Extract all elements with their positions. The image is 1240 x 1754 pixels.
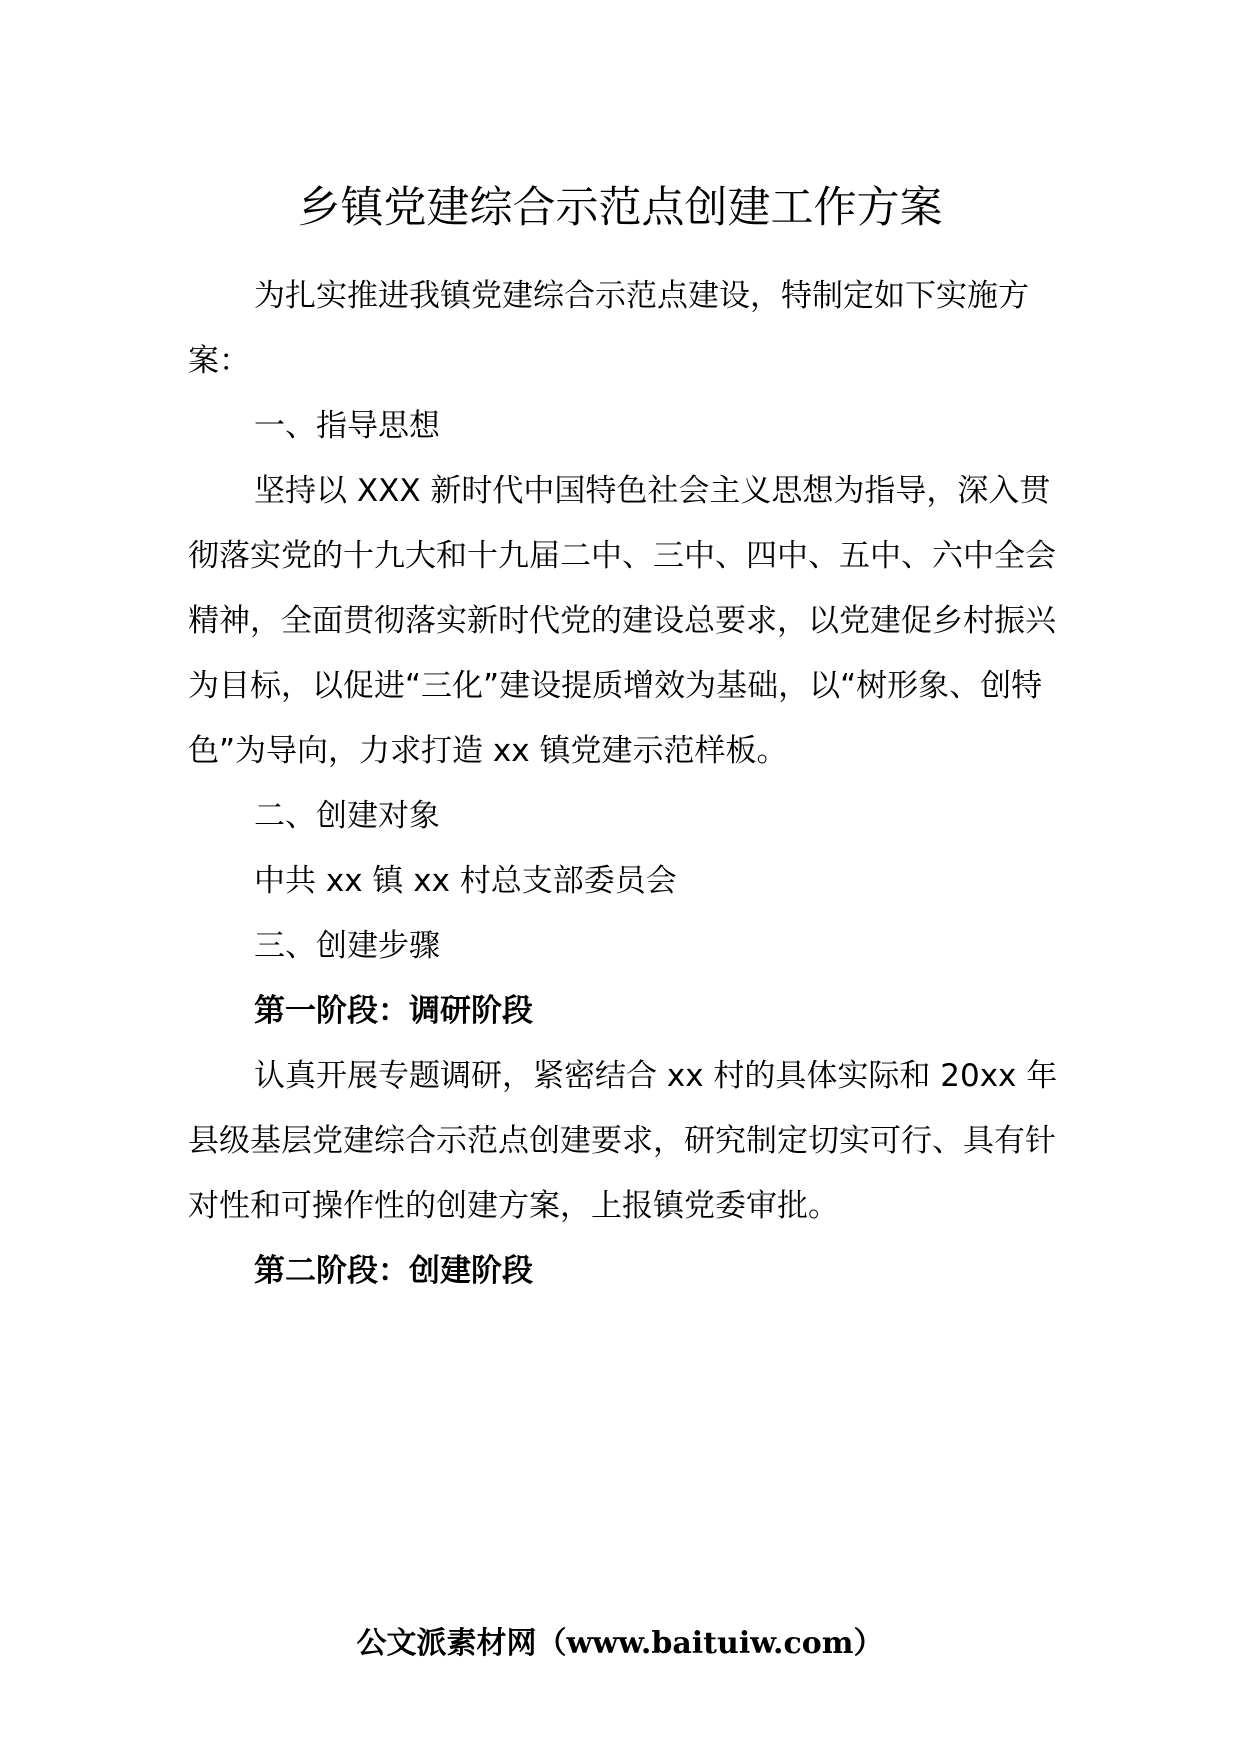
stage-one-heading: 第一阶段：调研阶段: [254, 993, 533, 1029]
intro-paragraph: 为扎实推进我镇党建综合示范点建设，特制定如下实施方案：: [188, 278, 1029, 379]
target-paragraph: 中共 xx 镇 xx 村总支部委员会: [254, 863, 677, 899]
document-body: [188, 264, 1068, 1304]
document-title: 乡镇党建综合示范点创建工作方案: [297, 183, 943, 233]
stage-one-paragraph: 认真开展专题调研，紧密结合 xx 村的具体实际和 20xx 年县级基层党建综合示范点创建要求，研究制定切实可行、具有针对性和可操作性的创建方案，上报镇党委审批。: [188, 1058, 1058, 1224]
footer-source: 公文派素材网（www.baituiw.com）: [356, 1626, 884, 1661]
stage-two-heading: 第二阶段：创建阶段: [254, 1253, 533, 1289]
section-heading-steps: 三、创建步骤: [254, 928, 440, 964]
guiding-thought-paragraph: 坚持以 XXX 新时代中国特色社会主义思想为指导，深入贯彻落实党的十九大和十九届二中、三中、四中、五中、六中全会精神，全面贯彻落实新时代党的建设总要求，以党建促乡村振兴为目标，以促进“三化”建设提质增效为基础，以“树形象、创特色”为导向，力求打造 xx 镇党建示范样板。: [188, 473, 1056, 769]
section-heading-guiding-thought: 一、指导思想: [254, 408, 440, 444]
section-heading-target: 二、创建对象: [254, 798, 440, 834]
